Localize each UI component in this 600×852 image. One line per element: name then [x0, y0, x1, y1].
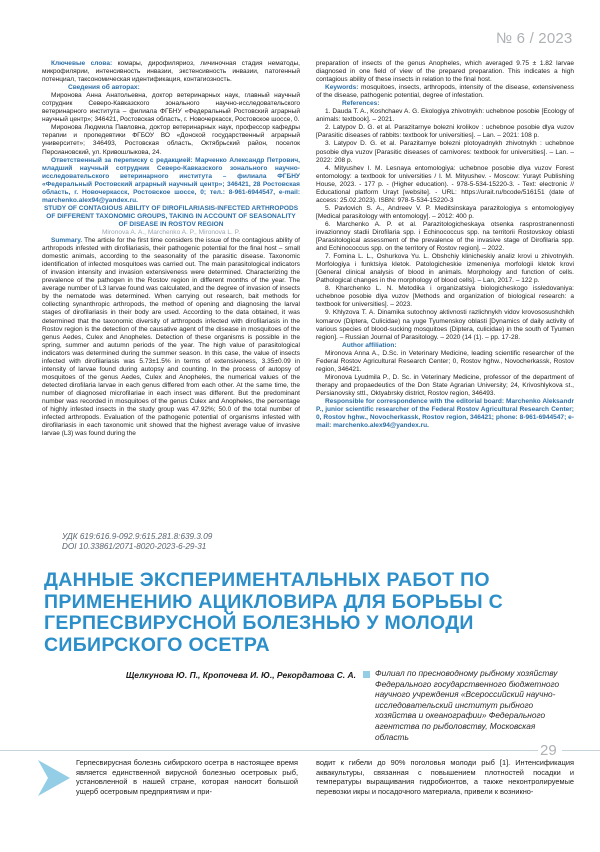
keywords-en: [316, 84, 574, 100]
page-divider: [562, 750, 600, 751]
reference-item: 8. Kharchenko L. N. Metodika i organizatsiya biologicheskogo issledovaniya: uchebnoe posobie dlya vuzov [Methods and organization of biological research: a textbook for universities]. – 2023.: [316, 285, 574, 309]
english-title: STUDY OF CONTAGIOUS ABILITY OF DIROFILARIASIS-INFECTED ARTHROPODS OF DIFFERENT TAXONOMIC GROUPS, TAKING IN ACCOUNT OF SEASONALITY OF DISEASE IN ROSTOV REGION: [43, 204, 299, 228]
left-column: [42, 60, 300, 438]
keywords-en-label: Keywords:: [325, 84, 359, 92]
authors-ru-label: Сведения об авторах:: [68, 84, 140, 92]
affiliation-en-1: Mironova Anna A., D.Sc. in Veterinary Medicine, leading scientific researcher of the Federal Rostov Agricultural Research Center; 0, Rostov hghw., Novocherkassk, Rostov region, 346421.: [316, 349, 574, 373]
keywords-ru-label: Ключевые слова:: [51, 60, 113, 67]
arrow-right-icon: [38, 758, 70, 798]
reference-item: 3. Latypov D. G. et al. Parazitarnye bolezni plotoyadnykh zhivotnykh : uchebnoe posobie dlya vuzov [Parasitic diseases of carnivores: textbook for universities]. – Lan. – 2022: 208 p.: [316, 140, 574, 164]
square-bullet-icon: [363, 671, 370, 678]
english-authors: Mironova A. A., Marchenko A. P., Mironova L. P.: [101, 228, 241, 236]
article-body-left: Герпесвирусная болезнь сибирского осетра в настоящее время является единственной вирусной болезнью осетровых рыб, установленной в нашей стране, которая наносит большой ущерб осетровым предприятиям и при-: [76, 758, 298, 796]
reference-item: 5. Pavlovich S. A., Andreev V. P. Meditsinskaya parazitologiya s entomologiyey [Medical parasitology with entomology]. – 2012: 400 p.: [316, 204, 574, 220]
author-ru-2: Миронова Людмила Павловна, доктор ветеринарных наук, профессор кафедры терапии и пропедевтики ФГБОУ ВО «Донской государственный аграрный университет»; 346493, Ростовская область, Октябрьский район, поселок Персиановский, ул. Кривошлыкова, 24.: [42, 124, 300, 156]
affiliation-en-label: Author affiliation:: [342, 341, 397, 349]
affiliation-en-2: Mironova Lyudmila P., D. Sc. in Veterinary Medicine, professor of the department of therapy and propaedeutics of the Don State Agrarian University; 24, Krivoshlykova st., Persianovsky sttl., Oktyabrsky district, Rostov region, 346493.: [316, 373, 574, 397]
summary-continued: preparation of insects of the genus Anopheles, which averaged 9.75 ± 1.82 larvae diagnosed in one field of view of the prepared preparation. This indicates a high contagious ability of these insects in relation to the final host.: [316, 60, 574, 84]
summary-text: The article for the first time considers the issue of the contagious ability of arthropods infested with dirofilariasis, their pathogenic potential for the final host – small domestic animals, according to the seasonality of the parasitic disease. Taxonomic identification of infected mosquitoes was carried out. The main parasitological indicators of invasion intensity and invasion extensiveness were determined. Characterizing the prevalence of the pathogen in the Rostov region in different months of the year. The average number of L3 larvae found was calculated, and the degree of invasion of insects by the nematode was determined. When carrying out research, bait methods for collecting synanthropic arthropods, the method of opening and diagnosing the larval stages of dirofilariasis in their body are used. According to the data obtained, it was determined that the taxonomic diversity of arthropods infected with dirofilariasis in the Rostov region is the detection of the causative agent of the disease in mosquitoes of the genus Aedes, Culex and Anopheles. Detection of these organisms is possible in the spring, summer and autumn periods of the year. The high value of parasitological indicators was determined during the summer season. In this case, the value of insects infected with dirofilariasis was 5.73±1.5% in terms of extensiveness, 3.35±0.09 in intensity of larvae found during autopsy and counting. In the process of autopsy of mosquitoes of the genus Aedes, Culex and Anopheles, the numerical values of the detected dirofilaria larvae in each genus differed from each other. At the same time, the number of diagnosed microfilariae in each insect was different. But the predominant number was recorded in mosquitoes of the genus Culex and Anopheles, the percentage of highly infested insects in the study group was 47.92%; 50.0 of the total number of infected arthropods. Evaluation of the pathogenic potential of organisms infested with dirofilariasis in each taxonomic unit showed that the highest average value of invasive larvae (L3) was found during the: [42, 237, 300, 438]
issue-number: № 6 / 2023: [496, 30, 573, 47]
references-label: References:: [342, 100, 380, 108]
reference-item: 2. Latypov D. G. et al. Parazitarnye bolezni krolikov : uchebnoe posobie dlya vuzov [Parasitic diseases of rabbits: textbook for universities]. – Lan. – 2021: 108 p.: [316, 124, 574, 140]
udk-code: УДК 619:616.9-092.9:615.281.8:639.3.09: [62, 532, 213, 541]
page-divider: [0, 750, 538, 751]
reference-item: 1. Dauda T. A., Koshchaev A. G. Ekologiya zhivotnykh: uchebnoe posobie [Ecology of animals: textbook]. – 2021.: [316, 108, 574, 124]
right-column: [316, 60, 574, 430]
article-title: ДАННЫЕ ЭКСПЕРИМЕНТАЛЬНЫХ РАБОТ ПО ПРИМЕНЕНИЮ АЦИКЛОВИРА ДЛЯ БОРЬБЫ С ГЕРПЕСВИРУСНОЙ БОЛЕЗНЬЮ У МОЛОДИ СИБИРСКОГО ОСЕТРА: [44, 569, 504, 656]
reference-item: 6. Marchenko A. P. et al. Parazitologicheskaya otsenka rasprostranennosti invazionnoy stadii Dirofilaria spp. i Echinococcus spp. na territorii Rostovskoy oblasti [Parasitological assessment of the prevalence of the invasive stage of Dirofilaria spp. and Echinococcus spp. on the territory of Rostov region]. – 2022.: [316, 220, 574, 253]
summary-label: Summary.: [51, 237, 83, 245]
article-affiliation: Филиал по пресноводному рыбному хозяйству Федерального государственного бюджетного научного учреждения «Всероссийский научно-исследовательский институт рыбного хозяйства и океанографии» Федерального агентства по рыболовству, Московская область: [375, 668, 560, 742]
article-body-right: водит к гибели до 90% поголовья молоди рыб [1]. Интенсификация аквакультуры, связанная с повышением плотностей посадки и температуры выращивания гидробионтов, а также неконтролируемые перевозки икры и посадочного материала, привели к возникно-: [316, 758, 574, 796]
reference-item: 4. Mityushev I. M. Lesnaya entomologiya: uchebnoe posobie dlya vuzov Forest entomology: a textbook for universities / I. M. Mityushev. - Moscow: Yurayt Publishing House, 2023. - 177 p. - (Higher education). - 978-5-534-15220-3. - Text: electronic // Educational platform Urayt [website]. - URL: https://urait.ru/bcode/516151 (date of access: 25.02.2023). ISBN: 978-5-534-15220-3: [316, 164, 574, 204]
keywords-ru-text: комары, дирофиляриоз, личиночная стадия нематоды, микрофилярии, интенсивность инвазии, экстенсивность инвазии, патогенный потенциал, таксономическая идентификация, контагиозность.: [42, 60, 300, 84]
doi-code: DOI 10.33861/2071-8020-2023-6-29-31: [62, 542, 207, 552]
keywords-en-text: mosquitoes, insects, arthropods, intensity of the disease, extensiveness of the disease, pathogenic potential, degree of infestation.: [316, 84, 574, 100]
article-codes: [62, 532, 212, 553]
correspondence-en: Responsible for correspondence with the editorial board: Marchenko Aleksandr P., junior scientific researcher of the Federal Rostov Agricultural Research Center; 0, Rostov hghw., Novocherkassk, Rostov region, 346421; phone: 8-961-6944547; e-mail: marchenko.alex94@yandex.ru.: [316, 397, 574, 430]
summary: [42, 237, 300, 438]
reference-item: 7. Fomina L. L., Oshurkova Yu. L. Obshchiy klinicheskiy analiz krovi u zhivotnykh. Morfologiya i funktsiya kletok. Patologicheskie izmeneniya morfologii kletok krovi [General clinical analysis of blood in animals. Morphology and function of cells. Pathological changes in the morphology of blood cells]. – Lan, 2017. – 122 p.: [316, 253, 574, 285]
article-authors: Щелкунова Ю. П., Кропочева И. Ю., Рекордатова С. А.: [125, 670, 356, 680]
correspondence-ru: Ответственный за переписку с редакцией: Марченко Александр Петрович, младший научный сотрудник Северо-Кавказского зонального научно-исследовательского ветеринарного института – филиала ФГБНУ «Федеральный Ростовский аграрный научный центр»; 346421, 28 Ростовская область, г. Новочеркасск, Ростовское шоссе, 0; тел.: 8-961-6944547, e-mail: marchenko.alex94@yandex.ru.: [42, 156, 300, 204]
reference-item: 9. Khlyzova T. A. Dinamika sutochnoy aktivnosti razlichnykh vidov krovososushchikh komarov (Diptera, Culicidae) na yuge Tyumenskoy oblasti [Dynamics of daily activity of various species of blood-sucking mosquitoes (Diptera, culicidae) in the south of Tyumen region]. – Russian Journal of Parasitology. – 2020 (14 (1). – pp. 17-28.: [316, 309, 574, 341]
keywords-ru: [42, 60, 300, 84]
page-number: 29: [540, 742, 557, 759]
author-ru-1: Миронова Анна Анатольевна, доктор ветеринарных наук, главный научный сотрудник Северо-Кавказского зонального научно-исследовательского ветеринарного института – филиала ФГБНУ «Федеральный Ростовский аграрный научный центр»; 346421, Ростовская область, г. Новочеркасск, Ростовское шоссе, 0.: [42, 92, 300, 124]
